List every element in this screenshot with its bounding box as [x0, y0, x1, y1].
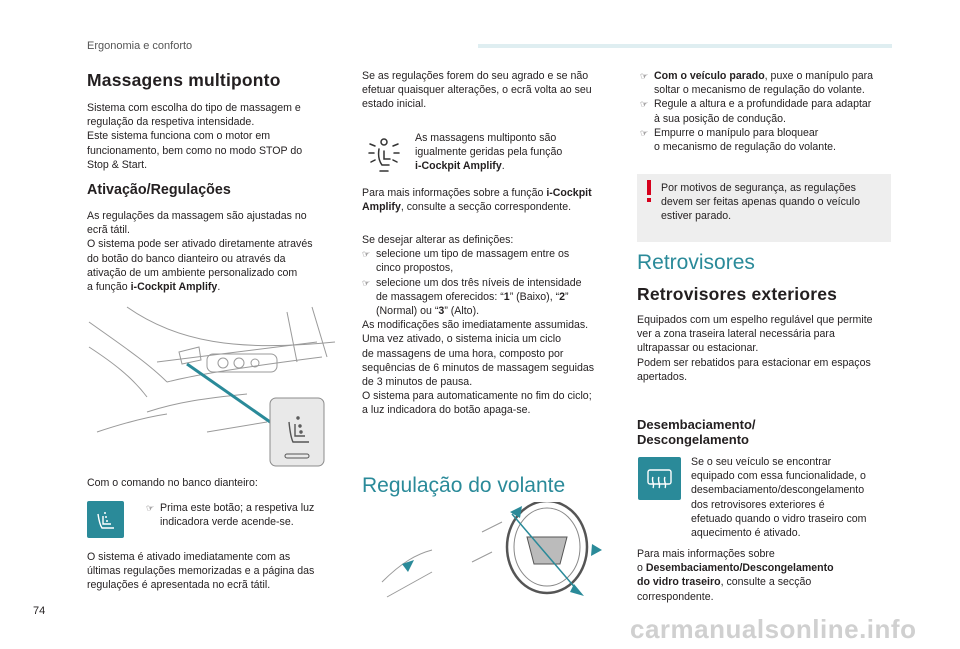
system-text: O sistema é ativado imediatamente com as últimas regulações memorizadas e a página das regulações é apresentada no ecrã tátil.	[87, 551, 315, 592]
rear-defrost-icon	[638, 457, 681, 500]
page-number: 74	[33, 605, 46, 617]
bullet-arrow-icon: ☞	[640, 71, 649, 81]
cockpit-note: As massagens multiponto são igualmente geridas pela função i-Cockpit Amplify.	[415, 132, 563, 173]
exterior-mirrors-text: Equipados com um espelho regulável que permite ver a zona traseira lateral necessária para ultrapassar ou estacionar. Podem ser rebatidos para estacionar em espaços apertados.	[637, 314, 873, 383]
bullet-arrow-icon: ☞	[640, 99, 649, 110]
steering-instructions: ☞ Com o veículo parado, puxe o manípulo para soltar o mecanismo de regulação do volante. ☞ Regule a altura e a profundidade para adaptar à sua posição de condução. ☞ Empurre o manípulo para bloquear o mecanismo de regulação do volante.	[640, 70, 874, 154]
bullet-arrow-icon: ☞	[362, 277, 371, 288]
exterior-mirrors-title: Retrovisores exteriores	[637, 284, 838, 304]
press-button-bullet: ☞ Prima este botão; a respetiva luz indicadora verde acende-se.	[146, 502, 315, 529]
bullet-arrow-icon: ☞	[362, 249, 371, 260]
bullet-arrow-icon: ☞	[146, 503, 155, 513]
activation-title: Ativação/Regulações	[87, 182, 231, 198]
seat-caption: Com o comando no banco dianteiro:	[87, 477, 258, 489]
defrost-more-info: Para mais informações sobre o Desembaciamento/Descongelamento do vidro traseiro, consulte a secção correspondente.	[637, 548, 834, 603]
defrost-text: Se o seu veículo se encontrar equipado com essa funcionalidade, o desembaciamento/descongelamento dos retrovisores exteriores é efetuado quando o vidro traseiro com aquecimento é ativado.	[691, 456, 867, 540]
watermark: carmanualsonline.info	[630, 614, 917, 644]
warning-exclamation-icon	[646, 180, 652, 204]
i-cockpit-amplify-icon	[365, 133, 403, 175]
section-header: Ergonomia e conforto	[87, 40, 193, 52]
seat-illustration	[87, 302, 337, 470]
bullet-arrow-icon: ☞	[640, 127, 649, 138]
activation-text: As regulações da massagem são ajustadas no ecrã tátil. O sistema pode ser ativado diretamente através do botão do banco dianteiro ou através da ativação de um ambiente personalizado com a função i-Cockpit Amplify.	[87, 210, 313, 294]
header-bar	[478, 44, 892, 48]
massage-intro: Sistema com escolha do tipo de massagem e regulação da respetiva intensidade. Este sistema funciona com o motor em funcionamento, bem como no modo STOP do Stop & Start.	[87, 102, 303, 171]
steering-title: Regulação do volante	[362, 474, 566, 497]
more-info-cockpit: Para mais informações sobre a função i-Cockpit Amplify, consulte a secção correspondente.	[362, 187, 592, 214]
mirrors-title: Retrovisores	[637, 251, 755, 274]
steering-wheel-illustration	[362, 502, 612, 602]
defrost-title: Desembaciamento/ Descongelamento	[637, 417, 756, 447]
change-settings: Se desejar alterar as definições: ☞ selecione um tipo de massagem entre os cinco propostos, ☞ selecione um dos três níveis de intensidade de massagem oferecidos: “1” (Baixo), “2” (Normal) ou “3” (Alto). As modificações são imediatamente assumidas. Uma vez ativado, o sistema inicia um ciclo de massagens de uma hora, composto por sequências de 6 minutos de massagem seguidas de 3 minutos de pausa. O sistema para automaticamente no fim do ciclo; a luz indicadora do botão apaga-se.	[362, 234, 595, 417]
massage-button-icon	[87, 501, 124, 538]
massage-title: Massagens multiponto	[87, 70, 281, 90]
safety-warning-box: Por motivos de segurança, as regulações devem ser feitas apenas quando o veículo estiver parado.	[637, 174, 891, 242]
col2-intro: Se as regulações forem do seu agrado e se não efetuar quaisquer alterações, o ecrã volta ao seu estado inicial.	[362, 70, 592, 111]
